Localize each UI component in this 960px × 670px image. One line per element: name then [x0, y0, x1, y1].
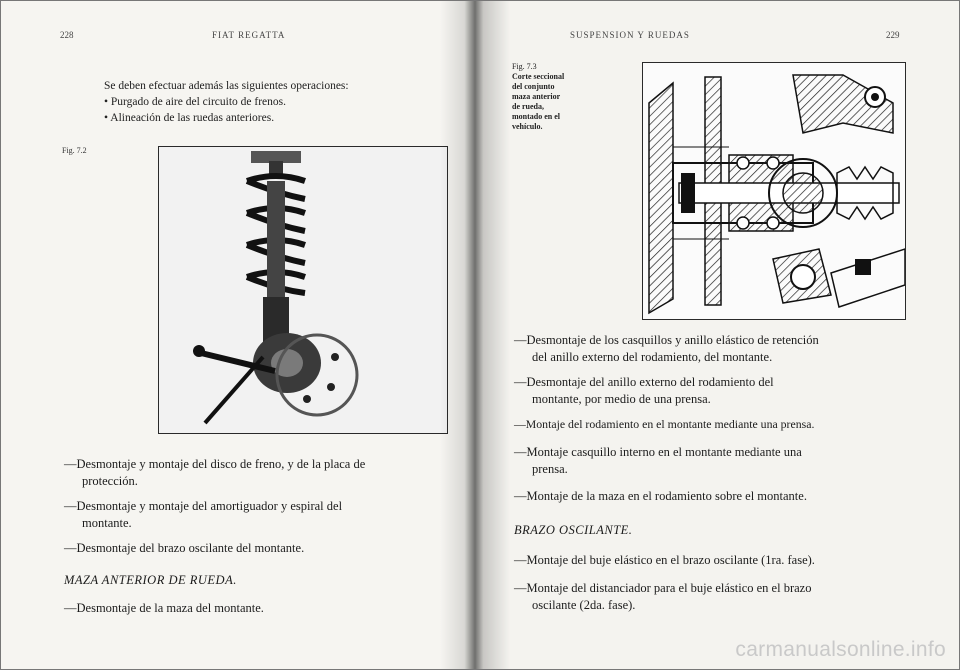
list-item: —Desmontaje del brazo oscilante del montante. — [64, 541, 305, 555]
list-item: —Montaje del distanciador para el buje elástico en el brazo oscilante (2da. fase). — [514, 581, 812, 612]
figure-caption: Fig. 7.3 Corte seccional del conjunto maza anterior de rueda, montado en el vehículo. — [512, 62, 565, 131]
shock-absorber-illustration — [159, 147, 447, 433]
left-page-number: 228 — [60, 30, 74, 40]
list-item: —Montaje de la maza en el rodamiento sobre el montante. — [514, 489, 807, 503]
figure-label: Fig. 7.2 — [62, 146, 87, 155]
right-procedure-list — [514, 332, 914, 476]
list-item: —Montaje casquillo interno en el montante mediante una prensa. — [514, 445, 802, 476]
hub-section-drawing — [643, 63, 905, 319]
left-procedure-list — [64, 456, 454, 576]
section-title-brazo: BRAZO OSCILANTE. — [514, 523, 633, 537]
watermark: carmanualsonline.info — [735, 638, 946, 661]
figure-shock-absorber-photo — [158, 146, 448, 434]
list-item: —Desmontaje de los casquillos y anillo elástico de retención del anillo externo del rodamiento, del montante. — [514, 333, 819, 364]
section-title-maza: MAZA ANTERIOR DE RUEDA. — [64, 573, 237, 587]
list-item: —Desmontaje de la maza del montante. — [64, 601, 264, 615]
intro-bullet: • Alineación de las ruedas anteriores. — [104, 112, 275, 124]
book-gutter-shadow — [440, 0, 510, 670]
list-item: —Montaje del rodamiento en el montante mediante una prensa. — [514, 417, 815, 431]
brazo-procedure-list — [514, 552, 914, 622]
list-item: —Desmontaje y montaje del disco de freno, y de la placa de protección. — [64, 457, 366, 488]
left-running-title: FIAT REGATTA — [212, 30, 286, 40]
intro-operations — [104, 78, 424, 126]
intro-bullet: • Purgado de aire del circuito de frenos. — [104, 96, 287, 108]
intro-lead: Se deben efectuar además las siguientes operaciones: — [104, 80, 349, 92]
right-page-number: 229 — [886, 30, 900, 40]
figure-hub-cross-section — [642, 62, 906, 320]
right-running-title: SUSPENSION Y RUEDAS — [570, 30, 690, 40]
list-item: —Desmontaje y montaje del amortiguador y espiral del montante. — [64, 499, 343, 530]
list-item: —Desmontaje del anillo externo del rodamiento del montante, por medio de una prensa. — [514, 375, 774, 406]
list-item: —Montaje del buje elástico en el brazo oscilante (1ra. fase). — [514, 553, 815, 567]
left-page — [0, 0, 478, 670]
